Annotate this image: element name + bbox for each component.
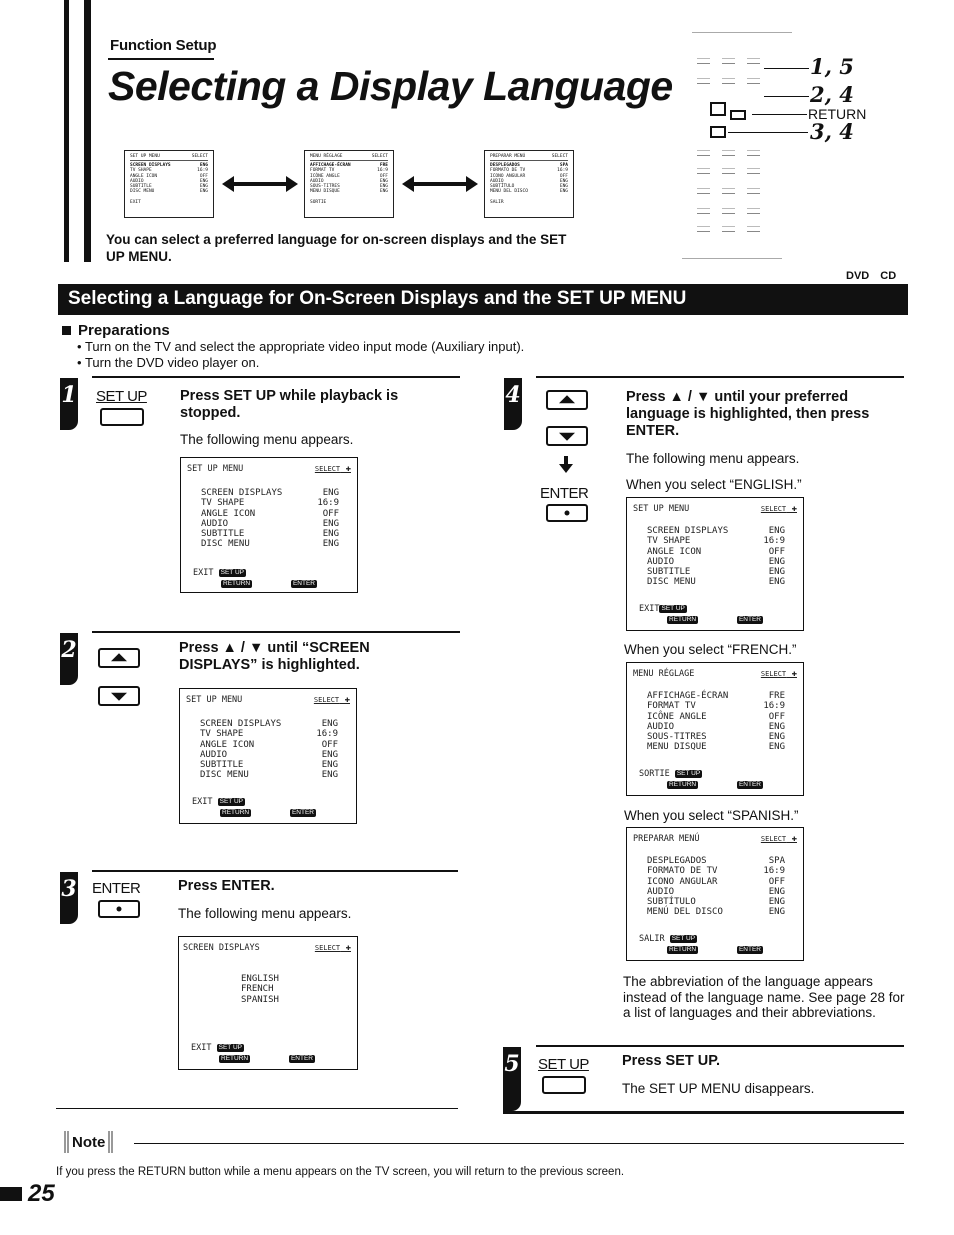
- column-end-rule: [56, 1108, 458, 1109]
- exit-label: EXIT: [192, 797, 213, 807]
- menu-row: FORMATO DE TV 16:9: [647, 866, 785, 877]
- exit-label: EXIT: [193, 568, 214, 578]
- menu-row: DESPLEGADOS SPA: [647, 856, 785, 866]
- menu-row: SOUS-TITRES ENG: [647, 732, 785, 743]
- menu-row: SUBTITLE ENG: [200, 760, 338, 771]
- menu-row: DISC MENU ENG: [647, 577, 785, 588]
- setup-key-icon: [100, 408, 144, 426]
- mini-menu-row: MENÚ DEL DISCO ENG: [490, 189, 568, 195]
- step-text: The following menu appears.: [178, 906, 352, 921]
- menu-row: SUBTITLE ENG: [201, 529, 339, 540]
- return-key-icon: [730, 110, 746, 120]
- step-number: 4: [504, 378, 522, 430]
- mini-menu-select: SELECT: [191, 154, 208, 159]
- menu-row: DISC MENU ENG: [200, 770, 338, 781]
- step-heading: Press ENTER.: [178, 878, 275, 894]
- step-heading: Press ▲ / ▼ until “SCREEN DISPLAYS” is highlighted.: [179, 640, 370, 673]
- list-item: • Turn the DVD video player on.: [77, 354, 260, 370]
- setup-chip: SET UP: [661, 604, 685, 612]
- setup-chip: SET UP: [219, 797, 243, 805]
- note-mark-icon: [108, 1131, 113, 1153]
- menu-row: SCREEN DISPLAYS ENG: [201, 488, 339, 498]
- menu-row: ICÔNE ANGLE OFF: [647, 711, 785, 722]
- mini-menu-row: FORMATO DE TV 16:9: [490, 168, 568, 174]
- remote-diagram: [672, 30, 867, 260]
- setup-key-icon: [542, 1076, 586, 1094]
- menu-row: MENU DISQUE ENG: [647, 742, 785, 753]
- mini-menu-exit: SALIR: [490, 200, 504, 206]
- mini-menu-row: SCREEN DISPLAYS ENG: [130, 163, 208, 169]
- enter-chip: ENTER: [292, 580, 315, 587]
- when-french-label: When you select “FRENCH.”: [624, 642, 797, 657]
- setup-chip: SET UP: [220, 568, 244, 576]
- step-number: 5: [503, 1047, 521, 1111]
- menu-row: TV SHAPE 16:9: [200, 729, 338, 740]
- setup-key-label: SET UP: [538, 1056, 589, 1073]
- note-rule: [134, 1143, 904, 1144]
- edge-bar: [64, 0, 69, 262]
- return-chip: RETURN: [669, 946, 697, 953]
- section-banner: Selecting a Language for On-Screen Displays and the SET UP MENU: [58, 284, 908, 315]
- disc-badges: [846, 270, 896, 282]
- menu-row: AUDIO ENG: [200, 749, 338, 760]
- square-bullet-icon: [62, 326, 71, 335]
- enter-chip: ENTER: [738, 946, 761, 953]
- mini-menu-exit: SORTIE: [310, 200, 327, 206]
- list-item: • Turn on the TV and select the appropriate video input mode (Auxiliary input).: [77, 339, 525, 354]
- up-key-icon: [710, 102, 726, 116]
- exit-label: EXIT: [639, 604, 660, 614]
- cd-badge: CD: [880, 270, 897, 282]
- page-number: 25: [0, 1180, 55, 1208]
- note-text: If you press the RETURN button while a menu appears on the TV screen, you will return to the previous screen.: [56, 1166, 625, 1178]
- menu-row: ANGLE ICON OFF: [647, 546, 785, 557]
- step-number: 3: [60, 872, 78, 924]
- mini-menu-row: SUBTÍTULO ENG: [490, 184, 568, 190]
- step-rule: [536, 1045, 904, 1047]
- callout-3-4: 3, 4: [810, 119, 854, 144]
- mini-menu-spanish: [484, 150, 574, 218]
- double-arrow-icon: [232, 182, 288, 186]
- edge-bar: [84, 0, 91, 262]
- step-rule: [92, 376, 460, 378]
- language-option: ENGLISH: [241, 974, 279, 984]
- mini-menu-row: AUDIO ENG: [310, 178, 388, 184]
- step-number: 1: [60, 378, 78, 430]
- step-heading: Press SET UP.: [622, 1053, 721, 1069]
- mini-menu-exit: EXIT: [130, 200, 141, 206]
- screen-title: PREPARAR MENÚ: [633, 834, 700, 844]
- section-underline: [108, 58, 214, 60]
- language-option: SPANISH: [241, 994, 279, 1005]
- enter-chip: ENTER: [290, 1055, 313, 1062]
- abbreviation-note: The abbreviation of the language appears instead of the language name. See page 28 for a list of languages and their abbreviations.: [623, 974, 905, 1020]
- menu-row: TV SHAPE 16:9: [647, 536, 785, 547]
- page-title: Selecting a Display Language: [108, 63, 673, 109]
- exit-label: EXIT: [191, 1043, 212, 1053]
- screen-title: SCREEN DISPLAYS: [183, 943, 260, 953]
- screen-menu-english: [626, 497, 804, 631]
- return-chip: RETURN: [669, 616, 697, 623]
- menu-row: AUDIO ENG: [201, 518, 339, 529]
- select-label: SELECT ✚: [761, 504, 797, 514]
- enter-key-icon: [546, 504, 588, 522]
- page-marker: [0, 1187, 22, 1201]
- screen-title: SET UP MENU: [633, 504, 690, 514]
- setup-chip: SET UP: [671, 934, 696, 942]
- screen-title: SET UP MENU: [187, 464, 244, 474]
- mini-menu-row: AUDIO ENG: [490, 178, 568, 184]
- menu-row: SUBTITLE ENG: [647, 567, 785, 578]
- menu-row: ICONO ANGULAR OFF: [647, 876, 785, 887]
- menu-row: AFFICHAGE-ÉCRAN FRE: [647, 691, 785, 701]
- screen-menu-step3: [178, 936, 358, 1070]
- step-rule: [92, 870, 458, 872]
- down-key-icon: [710, 126, 726, 138]
- mini-menu-select: SELECT: [551, 154, 568, 159]
- up-key-icon: [98, 648, 140, 668]
- double-arrow-icon: [412, 182, 468, 186]
- note-label: Note: [64, 1131, 113, 1153]
- preparations-title: Preparations: [62, 322, 662, 339]
- setup-key-label: SET UP: [96, 388, 147, 405]
- setup-chip: SET UP: [218, 1043, 242, 1051]
- menu-row: AUDIO ENG: [647, 556, 785, 567]
- up-key-icon: [546, 390, 588, 410]
- mini-menu-row: MENU DISQUE ENG: [310, 189, 388, 195]
- return-chip: RETURN: [669, 781, 697, 788]
- step-text: The following menu appears.: [626, 451, 800, 466]
- enter-key-icon: [98, 900, 140, 918]
- callout-1-5: 1, 5: [810, 54, 854, 79]
- mini-menu-select: SELECT: [371, 154, 388, 159]
- exit-label: SORTIE: [639, 769, 670, 779]
- menu-row: FORMAT TV 16:9: [647, 701, 785, 712]
- mini-menu-row: TV SHAPE 16:9: [130, 168, 208, 174]
- select-label: SELECT ✚: [315, 943, 351, 953]
- screen-title: MENU RÉGLAGE: [633, 669, 695, 679]
- mini-menu-row: ICONO ANGULAR OFF: [490, 173, 568, 179]
- return-chip: RETURN: [223, 580, 251, 587]
- step-number: 2: [60, 633, 78, 685]
- when-english-label: When you select “ENGLISH.”: [626, 477, 802, 492]
- step-rule: [92, 631, 460, 633]
- menu-row: DISC MENU ENG: [201, 539, 339, 550]
- select-label: SELECT ✚: [315, 464, 351, 474]
- callout-return: RETURN: [808, 106, 867, 122]
- mini-menu-row: FORMAT TV 16:9: [310, 168, 388, 174]
- down-key-icon: [546, 426, 588, 446]
- step-rule: [536, 376, 904, 378]
- screen-title: SET UP MENU: [186, 695, 243, 705]
- step-text: The SET UP MENU disappears.: [622, 1081, 815, 1096]
- menu-row: AUDIO ENG: [647, 886, 785, 897]
- exit-label: SALIR: [639, 934, 665, 944]
- enter-key-label: ENTER: [92, 880, 141, 897]
- menu-row: SUBTÍTULO ENG: [647, 897, 785, 908]
- when-spanish-label: When you select “SPANISH.”: [624, 808, 799, 823]
- arrow-down-icon: [559, 456, 573, 474]
- note-mark-icon: [64, 1131, 69, 1153]
- down-key-icon: [98, 686, 140, 706]
- intro-text: You can select a preferred language for on-screen displays and the SET UP MENU.: [106, 232, 567, 264]
- enter-chip: ENTER: [291, 809, 314, 816]
- mini-menu-row: SUBTITLE ENG: [130, 184, 208, 190]
- menu-row: AUDIO ENG: [647, 721, 785, 732]
- screen-menu-french: [626, 662, 804, 796]
- screen-menu-step1: [180, 457, 358, 593]
- menu-row: SCREEN DISPLAYS ENG: [200, 719, 338, 729]
- dvd-badge: DVD: [846, 270, 870, 282]
- enter-chip: ENTER: [738, 616, 761, 623]
- column-end-rule: [503, 1111, 904, 1114]
- setup-chip: SET UP: [676, 769, 701, 777]
- mini-menu-title: PREPARAR MENÚ: [490, 154, 526, 159]
- menu-row: TV SHAPE 16:9: [201, 498, 339, 509]
- mini-menu-row: SOUS-TITRES ENG: [310, 184, 388, 190]
- select-label: SELECT ✚: [761, 669, 797, 679]
- return-chip: RETURN: [222, 809, 250, 816]
- section-label: Function Setup: [110, 37, 217, 54]
- enter-chip: ENTER: [738, 781, 761, 788]
- screen-menu-spanish: [626, 827, 804, 961]
- mini-menu-title: SET UP MENU: [130, 154, 160, 159]
- mini-menu-title: MENU RÉGLAGE: [310, 154, 343, 159]
- step-heading: Press SET UP while playback is stopped.: [180, 388, 399, 421]
- menu-row: ANGLE ICON OFF: [200, 739, 338, 750]
- preparations: [62, 322, 662, 370]
- mini-menu-row: AUDIO ENG: [130, 178, 208, 184]
- screen-menu-step2: [179, 688, 357, 824]
- select-label: SELECT ✚: [314, 695, 350, 705]
- menu-row: ANGLE ICON OFF: [201, 508, 339, 519]
- language-option: FRENCH: [241, 984, 274, 995]
- step-heading: Press ▲ / ▼ until your preferred language is highlighted, then press ENTER.: [626, 389, 870, 439]
- enter-key-label: ENTER: [540, 485, 589, 502]
- mini-menu-row: ANGLE ICON OFF: [130, 173, 208, 179]
- menu-row: SCREEN DISPLAYS ENG: [647, 526, 785, 536]
- return-chip: RETURN: [221, 1055, 249, 1062]
- callout-2-4: 2, 4: [810, 82, 854, 107]
- mini-menu-row: DISC MENU ENG: [130, 189, 208, 195]
- mini-menu-french: [304, 150, 394, 218]
- mini-menu-row: DESPLEGADOS SPA: [490, 163, 568, 169]
- menu-row: MENÚ DEL DISCO ENG: [647, 907, 785, 918]
- mini-menu-row: AFFICHAGE-ÉCRAN FRE: [310, 163, 388, 169]
- select-label: SELECT ✚: [761, 834, 797, 844]
- mini-menu-english: [124, 150, 214, 218]
- mini-menu-row: ICÔNE ANGLE OFF: [310, 173, 388, 179]
- step-text: The following menu appears.: [180, 432, 354, 447]
